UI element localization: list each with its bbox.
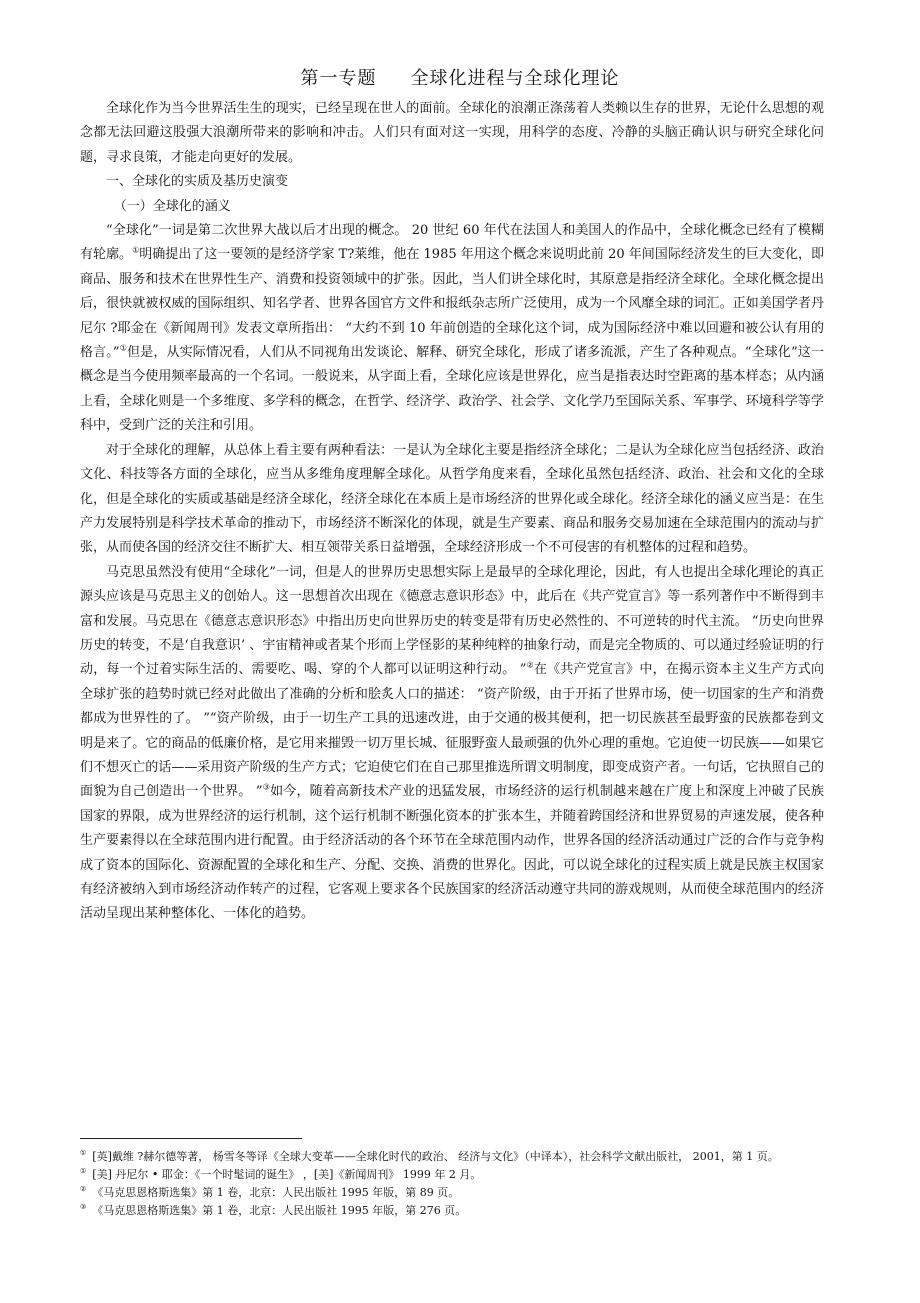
footnote-mark: ② <box>80 1185 87 1194</box>
subsection-heading: （一）全球化的涵义 <box>113 198 231 214</box>
footnote-mark: ① <box>80 1149 87 1158</box>
paragraph-1-part-a: “全球化”一词是第二次世界大战以后才出现的概念。 20 世纪 60 年代在法国人和美国人的作品中，全球化概念已经有了模糊有轮廓。 <box>80 223 824 263</box>
intro-paragraph: 全球化作为当今世界活生生的现实，已经呈现在世人的面前。全球化的浪潮正涤荡着人类赖以生存的世界，无论什么思想的观念都无法回避这股强大浪潮所带来的影响和冲击。人们只有面对这一实现，用科学的态度、冷静的头脑正确认识与研究全球化问题，寻求良策，才能走向更好的发展。 <box>80 101 824 165</box>
paragraph-3-part-a: 马克思虽然没有使用“全球化”一词，但是人的世界历史思想实际上是最早的全球化理论，因此，有人也提出全球化理论的真正源头应该是马克思主义的创始人。这一思想首次出现在《德意志意识形态》中，此后在《共产党宣言》等一系列著作中不断得到丰富和发展。马克思在《德意志意识形态》中指出历史向世界历史的转变是带有历史必然性的、不可逆转的时代主流。 “历史向世界历史的转变，不是‘自我意识’ 、宇宙精神或者某个形而上学怪影的某种纯粹的抽象行动，而是完全物质的、可以通过经验证明的行动，每一个过着实际生活的、需要吃、喝、穿的个人都可以证明这种行动。 ” <box>80 564 824 678</box>
body-text <box>80 97 824 927</box>
section-heading: 一、全球化的实质及基历史演变 <box>106 174 289 190</box>
footnote-item <box>80 1148 840 1166</box>
footnote-ref-3: ② <box>526 661 534 671</box>
footnote-mark: ③ <box>80 1203 87 1212</box>
footnote-item <box>80 1166 840 1184</box>
footnote-text: 《马克思恩格斯选集》第 1 卷，北京：人民出版社 1995 年版，第 276 页。 <box>92 1204 467 1217</box>
paragraph-3-part-c: 如今，随着高新技术产业的迅猛发展，市场经济的运行机制越来越在广度上和深度上冲破了民族国家的界限，成为世界经济的运行机制，这个运行机制不断强化资本的扩张本生，并随着跨国经济和世界贸易的声速发展，使各种生产要素得以在全球范围内进行配置。由于经济活动的各个环节在全球范围内动作，世界各国的经济活动通过广泛的合作与竞争构成了资本的国际化、资源配置的全球化和生产、分配、交换、消费的世界化。因此，可以说全球化的过程实质上就是民族主权国家有经济被纳入到市场经济动作转产的过程，它客观上要求各个民族国家的经济活动遵守共同的游戏规则，从而使全球范围内的经济活动呈现出某种整体化、一体化的趋势。 <box>80 784 824 922</box>
paragraph-1-part-c: 但是，从实际情况看，人们从不同视角出发谈论、解释、研究全球化，形成了诸多流派，产生了各种观点。“全球化”这一概念是当今使用频率最高的一个名词。一般说来，从字面上看，全球化应该是世界化，应当是指表达时空距离的基本样态；从内涵上看，全球化则是一个多维度、多学科的概念，在哲学、经济学、政治学、社会学、文化学乃至国际关系、军事学、环境科学等学科中，受到广泛的关注和引用。 <box>80 345 825 434</box>
footnote-item <box>80 1184 840 1202</box>
footnote-text: 《马克思恩格斯选集》第 1 卷，北京：人民出版社 1995 年版，第 89 页。 <box>92 1186 460 1199</box>
paragraph-1-part-b: 明确提出了这一要领的是经济学家 T?莱维，他在 1985 年用这个概念来说明此前 20 年间国际经济发生的巨大变化，即商品、服务和技术在世界性生产、消费和投资领域中的扩张。因此，当人们讲全球化时，其原意是指经济全球化。全球化概念提出后，很快就被权威的国际组织、知名学者、世界各国官方文件和报纸杂志所广泛使用，成为一个风靡全球的词汇。正如美国学者丹尼尔 ?耶金在《新闻周刊》发表文章所指出： “大约不到 10 年前创造的全球化这个词，成为国际经济中难以回避和被公认有用的格言。” <box>80 247 824 361</box>
footnotes <box>80 1148 840 1220</box>
footnote-text: [美] 丹尼尔 • 耶金：《一个时髦词的诞生》 ，[美]《新闻周刊》 1999 年 2 月。 <box>92 1168 482 1181</box>
paragraph-1 <box>80 219 824 439</box>
title-topic-name: 全球化进程与全球化理论 <box>410 68 620 89</box>
paragraph-2: 对于全球化的理解，从总体上看主要有两种看法：一是认为全球化主要是指经济全球化；二是认为全球化应当包括经济、政治文化、科技等各方面的全球化，应当从多维角度理解全球化。从哲学角度来看，全球化虽然包括经济、政治、社会和文化的全球化，但是全球化的实质或基础是经济全球化，经济全球化在本质上是市场经济的世界化或全球化。经济全球化的涵义应当是：在生产力发展特别是科学技术革命的推动下，市场经济不断深化的体现，就是生产要素、商品和服务交易加速在全球范围内的流动与扩张，从而使各国的经济交往不断扩大、相互领带关系日益增强，全球经济形成一个不可侵害的有机整体的过程和趋势。 <box>80 442 824 556</box>
footnote-item <box>80 1202 840 1220</box>
paragraph-3 <box>80 561 824 927</box>
footnote-text: [英]戴维 ?赫尔德等著， 杨雪冬等译《全球大变革——全球化时代的政治、 经济与文化》（中译本），社会科学文献出版社， 2001，第 1 页。 <box>92 1150 779 1163</box>
paragraph-3-part-b: 在《共产党宣言》中，在揭示资本主义生产方式向全球扩张的趋势时就已经对此做出了准确的分析和脍炙人口的描述： “资产阶级，由于开拓了世界市场，使一切国家的生产和消费都成为世界性的了。 ”“资产阶级，由于一切生产工具的迅速改进，由于交通的极其便利，把一切民族甚至最野蛮的民族都卷到文明是来了。它的商品的低廉价格，是它用来摧毁一切万里长城、征服野蛮人最顽强的仇外心理的重炮。它迫使一切民族——如果它们不想灭亡的话——采用资产阶级的生产方式；它迫使它们在自己那里推选所谓文明制度，即变成资产者。一句话，它执照自己的面貌为自己创造出一个世界。 ” <box>80 662 824 800</box>
footnote-ref-1: ① <box>132 246 140 256</box>
footnote-ref-2: ① <box>119 343 128 353</box>
footnote-divider <box>80 1138 302 1139</box>
footnote-ref-4: ③ <box>262 783 271 793</box>
page-title <box>0 66 920 92</box>
title-topic-label: 第一专题 <box>300 68 377 89</box>
footnote-mark: ① <box>80 1167 87 1176</box>
